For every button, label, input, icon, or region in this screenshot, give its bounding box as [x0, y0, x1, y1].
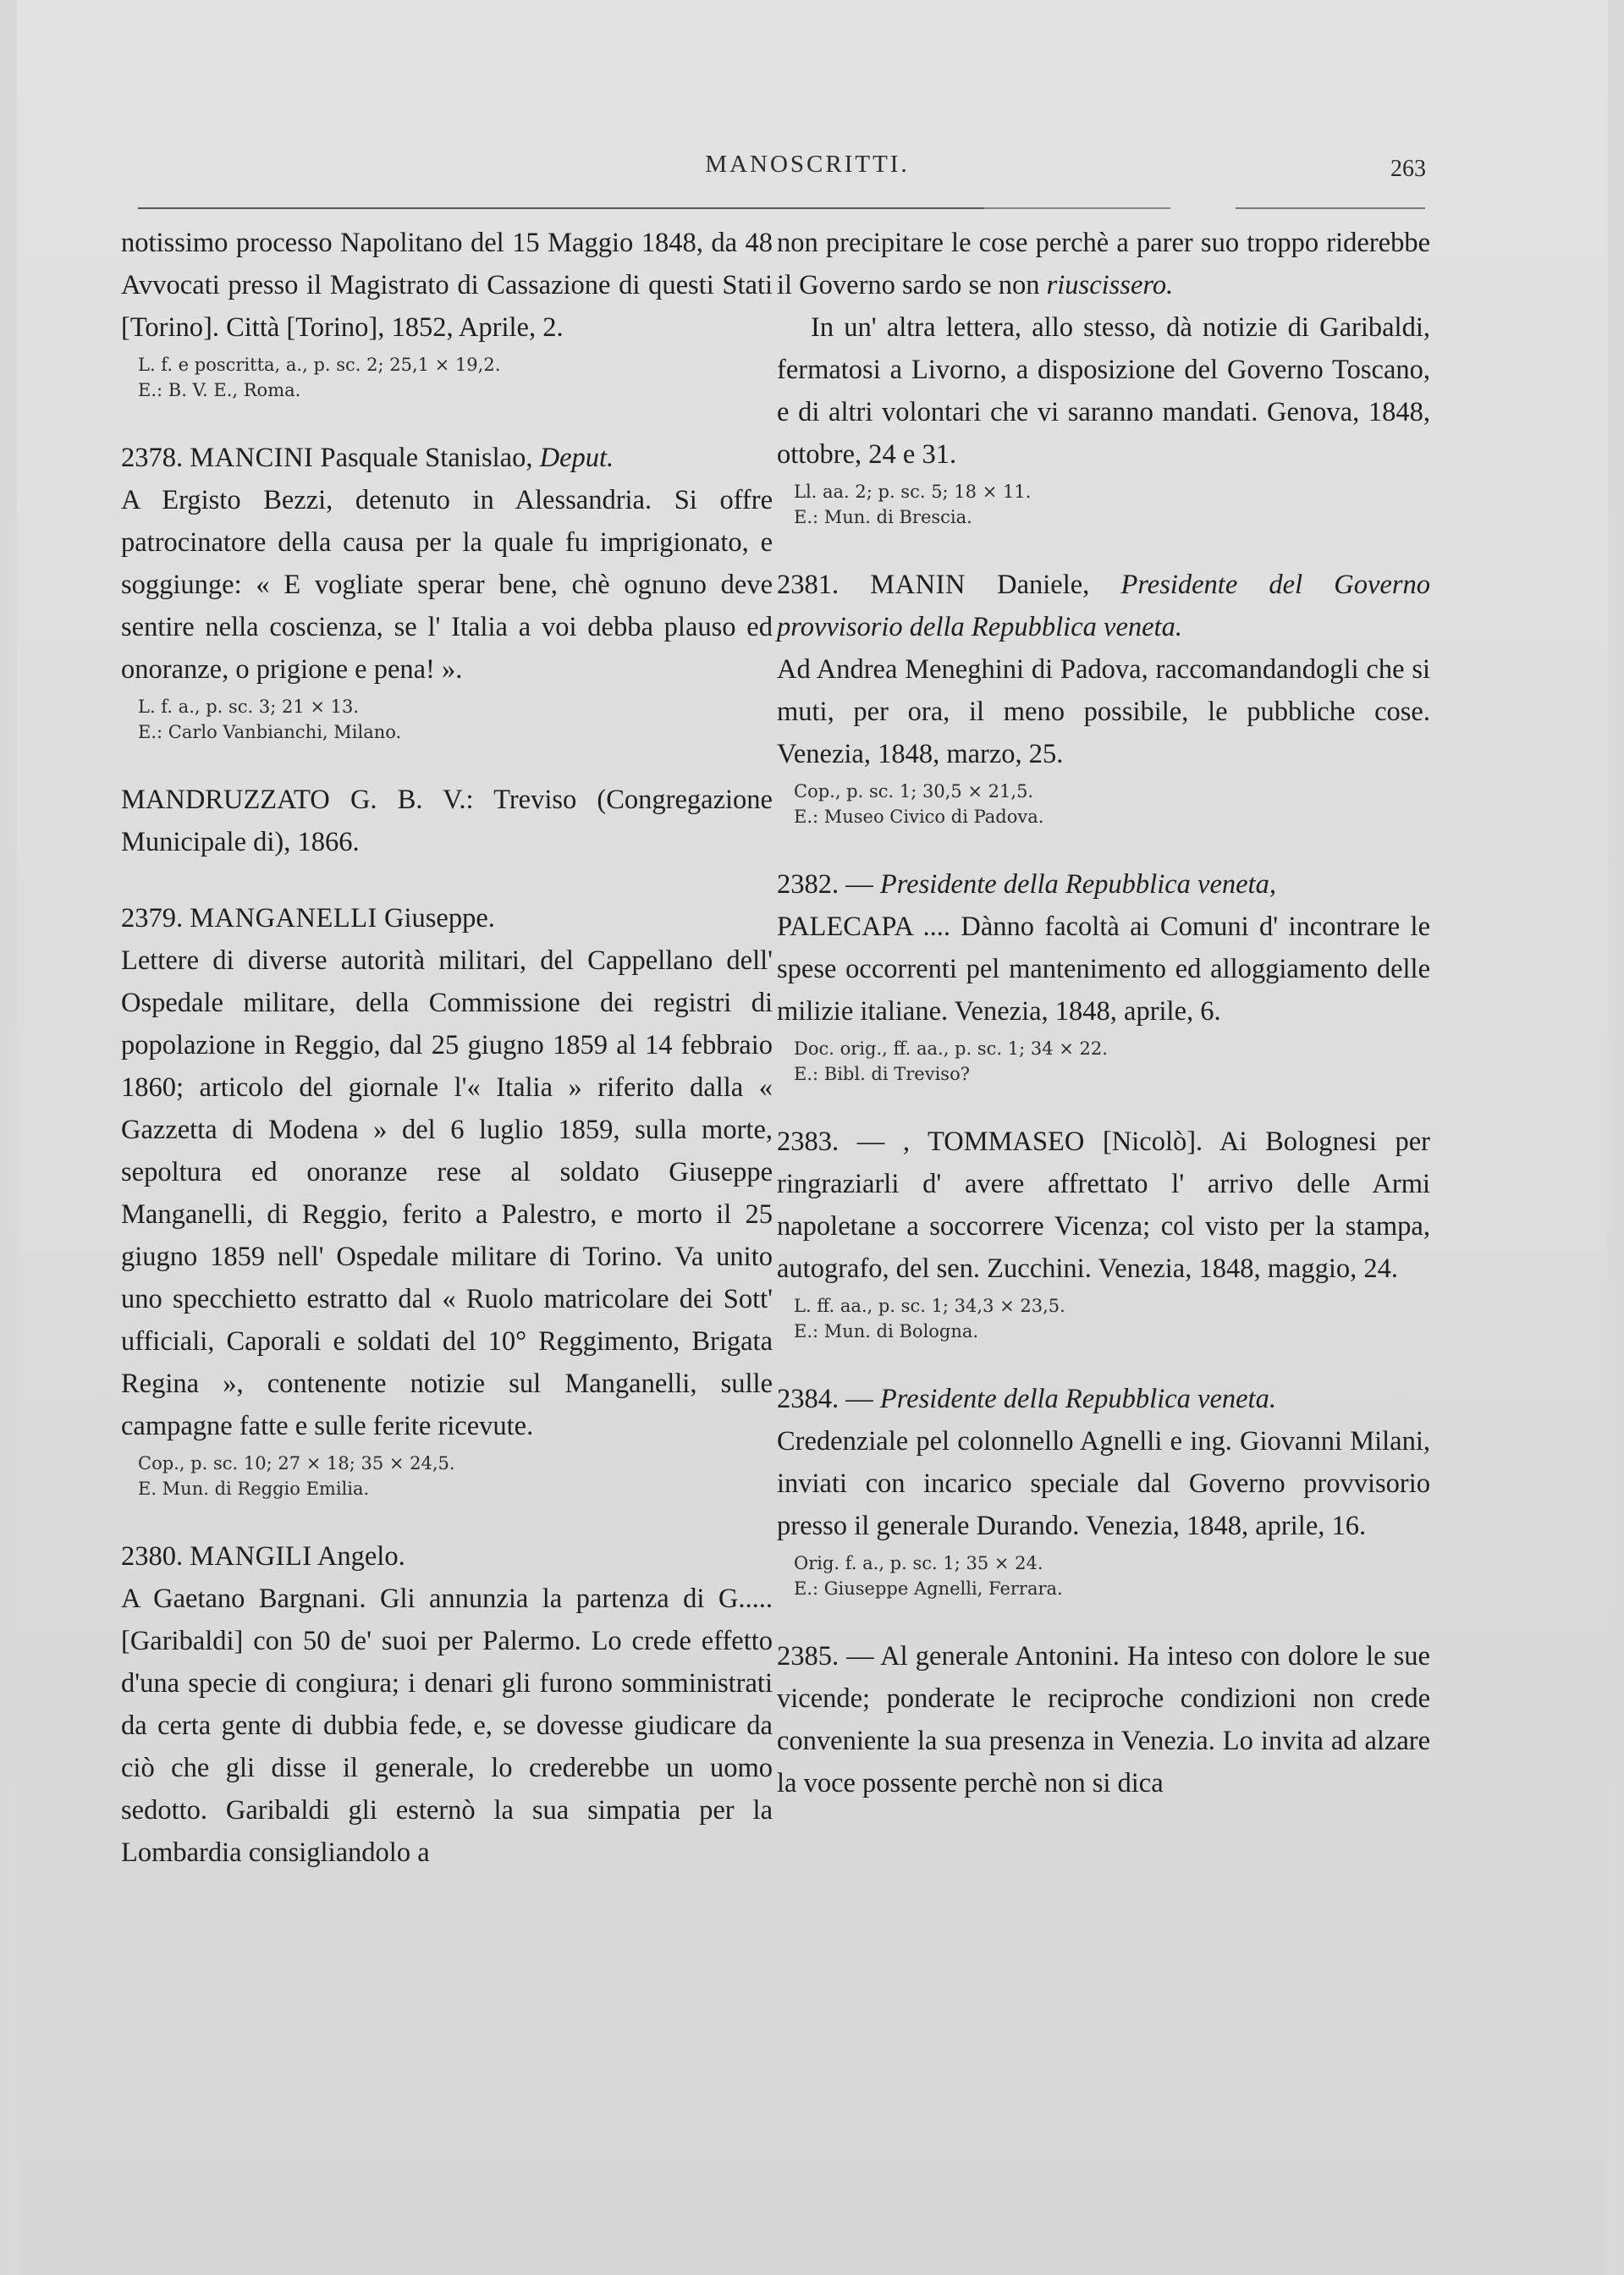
header-rule-faint — [984, 207, 1170, 209]
entry-meta — [794, 1551, 1430, 1601]
entry-text: A Gaetano Bargnani. Gli annunzia la partenza di G..... [Garibaldi] con 50 de' suoi per Palermo. Lo crede effetto d'una specie di congiura; i denari gli furono somministrati da certa gente di dubbia fede, e, se dovesse giudicare da ciò che gli disse il generale, lo crederebbe un uomo sedotto. Garibaldi gli esternò la sua simpatia per la Lombardia consigliandolo a — [121, 1584, 773, 1868]
page-header — [17, 151, 1608, 201]
entry-number: 2379. — [121, 903, 184, 934]
entry-continuation-left — [121, 222, 773, 403]
physical-description: Doc. orig., ff. aa., p. sc. 1; 34 × 22. — [794, 1038, 1108, 1059]
entry-forename: Giuseppe. — [377, 903, 495, 934]
entry-text: Ad Andrea Meneghini di Padova, raccomandandogli che si muti, per ora, il meno possibile, le pubbliche cose. Venezia, 1848, marzo, 25. — [777, 654, 1430, 769]
entry-heading — [777, 863, 1430, 906]
entry-dash: — — [839, 869, 880, 900]
entry-heading — [121, 897, 773, 939]
page-number: 263 — [1390, 156, 1426, 182]
entry-number: 2383. — [777, 1126, 840, 1157]
entry-heading — [121, 437, 773, 479]
owner: E.: Museo Civico di Padova. — [794, 807, 1044, 827]
entry-text: — Al generale Antonini. Ha inteso con dolore le sue vicende; ponderate le reciproche condizioni non crede conveniente la sua presenza in Venezia. Lo invita ad alzare la voce possente perchè non si dica — [777, 1641, 1430, 1799]
entry-number: 2385. — [777, 1641, 840, 1672]
entry-number: 2380. — [121, 1541, 184, 1572]
right-column — [777, 222, 1430, 1838]
entry-paragraph: In un' altra lettera, allo stesso, dà notizie di Garibaldi, fermatosi a Livorno, a disposizione del Governo Toscano, e di altri volontari che vi saranno mandati. Genova, 1848, ottobre, 24 e 31. — [777, 312, 1430, 470]
owner: E.: Carlo Vanbianchi, Milano. — [138, 722, 402, 742]
entry-meta — [794, 1036, 1430, 1087]
entry-surname: MANIN — [870, 570, 966, 600]
entry-meta — [794, 479, 1430, 530]
physical-description: Orig. f. a., p. sc. 1; 35 × 24. — [794, 1553, 1043, 1573]
left-column — [121, 222, 773, 1908]
owner: E.: Bibl. di Treviso? — [794, 1064, 970, 1084]
entry-heading — [777, 1635, 1430, 1804]
entry-meta — [794, 779, 1430, 829]
header-rule — [138, 207, 984, 209]
entry-role: Presidente del Governo provvisorio della Repubblica veneta. — [777, 570, 1431, 642]
entry-2384 — [777, 1378, 1430, 1601]
entry-text: notissimo processo Napolitano del 15 Maggio 1848, da 48 Avvocati presso il Magistrato di Cassazione di questi Stati [Torino]. Città [Torino], 1852, Aprile, 2. — [121, 228, 773, 343]
entry-meta — [138, 694, 773, 745]
entry-text: A Ergisto Bezzi, detenuto in Alessandria. Si offre patrocinatore della causa per la quale fu imprigionato, e soggiunge: « E vogliate sperar bene, chè ognuno deve sentire nella coscienza, se l' Italia a voi debba plauso ed onoranze, o prigione e pena! ». — [121, 485, 773, 685]
entry-surname: MANGANELLI — [190, 903, 377, 934]
entry-2381 — [777, 564, 1430, 829]
entry-forename: Angelo. — [311, 1541, 405, 1572]
entry-meta — [138, 352, 773, 403]
owner: E.: B. V. E., Roma. — [138, 380, 301, 400]
entry-role: Presidente della Repubblica veneta. — [879, 1384, 1276, 1414]
entry-surname: MANGILI — [190, 1541, 312, 1572]
physical-description: L. f. e poscritta, a., p. sc. 2; 25,1 × 19,2. — [138, 355, 501, 375]
entry-text: Lettere di diverse autorità militari, del Cappellano dell' Ospedale militare, della Commissione dei registri di popolazione in Reggio, dal 25 giugno 1859 al 14 febbraio 1860; articolo del giornale l'« Italia » riferito dalla « Gazzetta di Modena » del 6 luglio 1859, sulla morte, sepoltura ed onoranze rese al soldato Giuseppe Manganelli, di Reggio, ferito a Palestro, e morto il 25 giugno 1859 nell' Ospedale militare di Torino. Va unito uno specchietto estratto dal « Ruolo matricolare dei Sott' ufficiali, Caporali e soldati del 10° Reggimento, Brigata Regina », contenente notizie sul Manganelli, sulle campagne fatte e sulle ferite ricevute. — [121, 945, 773, 1441]
entry-meta — [794, 1293, 1430, 1344]
entry-surname: MANCINI — [190, 443, 314, 473]
entry-2383 — [777, 1121, 1430, 1344]
entry-role: Presidente della Repubblica veneta, — [879, 869, 1276, 900]
entry-forename: Daniele, — [965, 570, 1121, 600]
owner: E.: Mun. di Bologna. — [794, 1321, 979, 1341]
entry-number: 2381. — [777, 570, 840, 600]
entry-2378 — [121, 437, 773, 745]
entry-text: PALECAPA .... Dànno facoltà ai Comuni d' incontrare le spese occorrenti pel mantenimento ed alloggiamento delle milizie italiane. Venezia, 1848, aprile, 6. — [777, 912, 1430, 1027]
entry-2385 — [777, 1635, 1430, 1804]
owner: E.: Giuseppe Agnelli, Ferrara. — [794, 1578, 1063, 1599]
cross-reference-text: MANDRUZZATO G. B. V.: Treviso (Congregazione Municipale di), 1866. — [121, 785, 773, 857]
physical-description: Ll. aa. 2; p. sc. 5; 18 × 11. — [794, 482, 1032, 502]
entry-number: 2382. — [777, 869, 840, 900]
entry-forename: Pasquale Stanislao, — [313, 443, 540, 473]
physical-description: L. ff. aa., p. sc. 1; 34,3 × 23,5. — [794, 1296, 1065, 1316]
entry-2380 — [121, 1535, 773, 1874]
scanned-page — [17, 0, 1608, 2275]
entry-text: — , TOMMASEO [Nicolò]. Ai Bolognesi per ringraziarli d' avere affrettato l' arrivo delle Armi napoletane a soccorrere Vicenza; col visto per la stampa, autografo, del sen. Zucchini. Venezia, 1848, maggio, 24. — [777, 1126, 1430, 1284]
physical-description: L. f. a., p. sc. 3; 21 × 13. — [138, 697, 360, 717]
entry-dash: — — [839, 1384, 880, 1414]
entry-heading — [777, 1121, 1430, 1290]
header-rule-right — [1236, 207, 1425, 209]
entry-heading — [121, 1535, 773, 1578]
entry-text-italic: riuscissero. — [1046, 270, 1174, 300]
entry-number: 2384. — [777, 1384, 840, 1414]
physical-description: Cop., p. sc. 10; 27 × 18; 35 × 24,5. — [138, 1453, 455, 1474]
entry-2379 — [121, 897, 773, 1501]
entry-text-main: non precipitare le cose perchè a parer suo troppo riderebbe il Governo sardo se non — [777, 228, 1430, 300]
entry-heading — [777, 1378, 1430, 1420]
entry-heading — [777, 564, 1430, 648]
entry-meta — [138, 1451, 773, 1501]
owner: E.: Mun. di Brescia. — [794, 507, 972, 527]
entry-role: Deput. — [539, 443, 614, 473]
entry-text — [777, 222, 1430, 306]
cross-reference-mandruzzato — [121, 779, 773, 863]
entry-continuation-right — [777, 222, 1430, 530]
entry-2382 — [777, 863, 1430, 1087]
running-title: MANOSCRITTI. — [705, 151, 910, 178]
entry-number: 2378. — [121, 443, 184, 473]
entry-text: Credenziale pel colonnello Agnelli e ing. Giovanni Milani, inviati con incarico speciale dal Governo provvisorio presso il generale Durando. Venezia, 1848, aprile, 16. — [777, 1426, 1430, 1541]
physical-description: Cop., p. sc. 1; 30,5 × 21,5. — [794, 781, 1034, 801]
owner: E. Mun. di Reggio Emilia. — [138, 1479, 370, 1499]
